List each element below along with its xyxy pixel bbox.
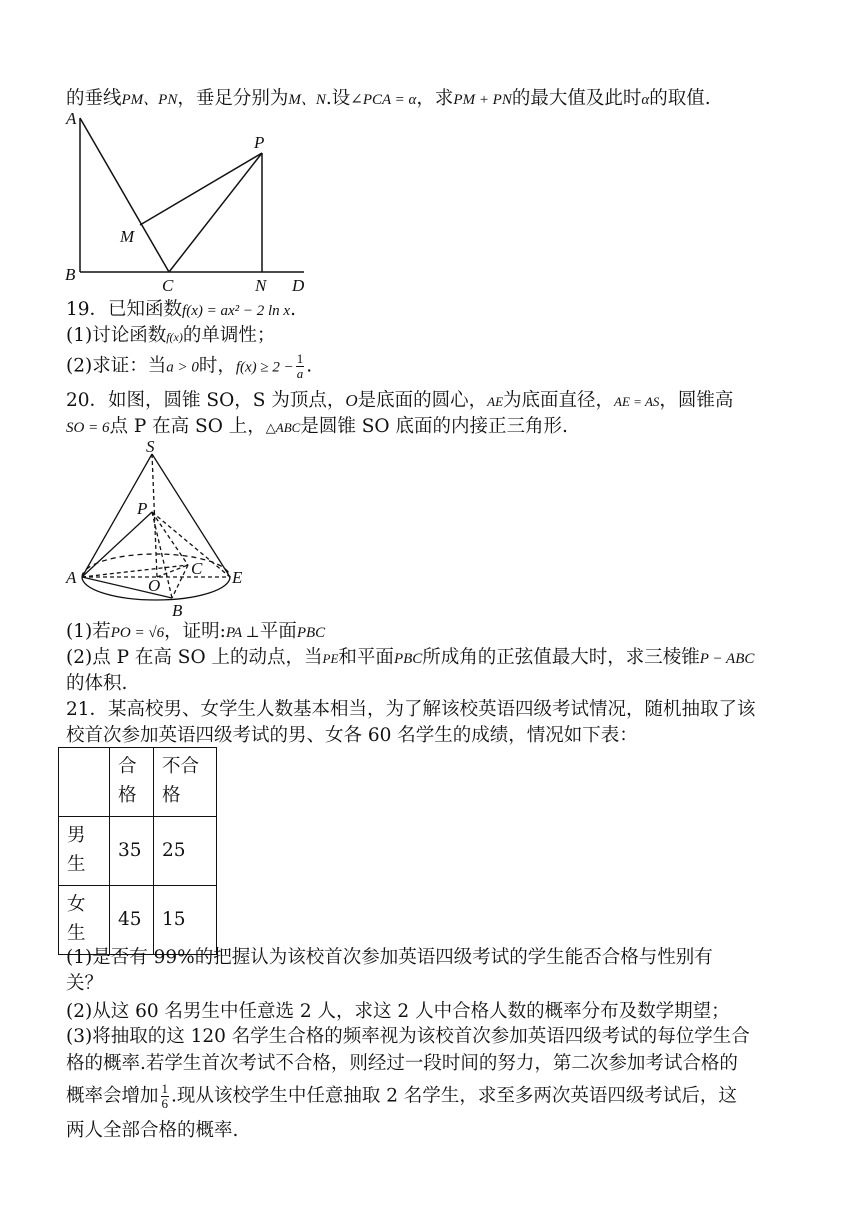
math-function: f(x) = ax² − 2 ln x — [182, 303, 291, 319]
math-pbc: PBC — [296, 625, 326, 641]
label-A: A — [66, 110, 77, 128]
text: ，求 — [416, 88, 454, 109]
fraction-1-over-6: $\frac{1}{6}$ — [161, 1081, 169, 1111]
text: 的取值. — [649, 88, 711, 109]
text: (3)将抽取的这 120 名学生合格的频率视为该校首次参加英语四级考试的每位学生合 — [66, 1026, 750, 1047]
text: 19．已知函数 — [66, 299, 183, 320]
text: 20．如图，圆锥 SO，S 为顶点， — [66, 390, 346, 411]
math-p-abc: P − ABC — [699, 651, 755, 667]
text: 的体积. — [66, 673, 128, 694]
label-B: B — [172, 601, 183, 620]
segment-cp — [169, 153, 262, 272]
label-M: M — [120, 227, 135, 246]
math-so: SO = 6 — [66, 420, 110, 436]
text: (2)从这 60 名男生中任意选 2 人，求这 2 人中合格人数的概率分布及数学期望； — [66, 1001, 730, 1022]
label-C: C — [162, 276, 174, 295]
fraction-1-over-a: $\frac{1}{a}$ — [296, 351, 304, 381]
text: ，证明: — [164, 621, 226, 642]
math-sum: PM + PN — [453, 92, 512, 108]
math-pm-pn: PM、PN — [121, 92, 178, 108]
label-O: O — [148, 576, 161, 595]
table-cell-pass: 45 — [110, 886, 154, 955]
segment-pa — [82, 512, 152, 577]
text: 关？ — [66, 973, 104, 994]
label-P: P — [254, 133, 265, 152]
table-header-row — [59, 748, 217, 817]
text: . — [290, 299, 296, 320]
math-ae-eq-as: AE = AS — [614, 394, 660, 409]
text: 概率会增加 — [66, 1085, 159, 1107]
text: 时， — [198, 355, 236, 377]
text: 为底面直径， — [503, 390, 615, 411]
math-alpha: α — [641, 92, 650, 108]
text: (1)讨论函数 — [66, 325, 167, 346]
q20-figure — [60, 440, 250, 622]
text: .设 — [325, 88, 351, 109]
math-pbc: PBC — [393, 651, 423, 667]
text: 平面 — [259, 621, 297, 642]
table-cell-fail: 15 — [154, 886, 217, 955]
table-row-label: 女生 — [59, 886, 110, 955]
text: .现从该校学生中任意抽取 2 名学生，求至多两次英语四级考试后，这 — [171, 1085, 737, 1107]
text: 的垂线 — [66, 88, 122, 109]
label-S: S — [146, 440, 155, 456]
table-cell-pass: 35 — [110, 817, 154, 886]
q20-part-2 — [66, 645, 754, 672]
q21-line-1 — [66, 697, 756, 723]
q20-part-2-cont — [66, 671, 127, 697]
text: (1)若 — [66, 621, 111, 642]
math-pa-perp: PA ⊥ — [225, 625, 260, 641]
label-E: E — [232, 568, 243, 587]
text: 是圆锥 SO 底面的内接正三角形. — [300, 416, 568, 437]
q21-part-3 — [66, 1024, 750, 1050]
math-ae: AE — [487, 394, 504, 409]
text: 格的概率.若学生首次考试不合格，则经过一段时间的努力，第二次参加考试合格的 — [66, 1053, 738, 1074]
q21-part-1-cont — [66, 971, 103, 997]
math-mn: M、N — [288, 92, 326, 108]
q19-title — [66, 297, 296, 324]
segment-ac — [80, 118, 169, 272]
segment-cb — [172, 565, 188, 598]
q19-part-2 — [66, 352, 312, 381]
q20-line-1 — [66, 388, 733, 415]
math-fx: f(x) — [166, 330, 183, 344]
q21-part-2 — [66, 999, 730, 1025]
math-triangle: △ABC — [265, 420, 301, 435]
segment-mp — [140, 153, 262, 225]
text: 21．某高校男、女学生人数基本相当，为了解该校英语四级考试情况，随机抽取了该 — [66, 699, 756, 720]
label-N: N — [255, 276, 267, 295]
text: 的最大值及此时 — [511, 88, 642, 109]
text: (1)是否有 99%的把握认为该校首次参加英语四级考试的学生能否合格与性别有 — [66, 947, 713, 968]
text: ，垂足分别为 — [177, 88, 289, 109]
text: . — [306, 355, 313, 377]
table-header-cell — [59, 748, 110, 817]
table-row-label: 男生 — [59, 817, 110, 886]
q20-part-1 — [66, 619, 325, 646]
math-inequality: f(x) ≥ 2 − — [235, 359, 294, 376]
q21-part-3-cont-3 — [66, 1118, 238, 1144]
table-cell-fail: 25 — [154, 817, 217, 886]
text: 两人全部合格的概率. — [66, 1120, 239, 1141]
math-o: O — [345, 391, 358, 410]
q19-part-1 — [66, 323, 275, 350]
label-B: B — [65, 265, 76, 284]
text: (2)求证：当 — [66, 355, 167, 377]
q21-part-3-cont-2 — [66, 1082, 737, 1111]
base-back-arc — [82, 554, 230, 577]
text: 校首次参加英语四级考试的男、女各 60 名学生的成绩，情况如下表： — [66, 725, 638, 746]
label-C: C — [191, 559, 203, 578]
q18-line-1 — [66, 86, 711, 113]
text: 所成角的正弦值最大时，求三棱锥 — [422, 647, 700, 668]
math-po: PO = √6 — [110, 625, 165, 641]
text: 和平面 — [338, 647, 394, 668]
math-condition: a > 0 — [166, 359, 199, 376]
q21-part-3-cont-1 — [66, 1051, 738, 1077]
label-A: A — [66, 568, 77, 587]
math-pe: PE — [322, 651, 339, 666]
q21-table — [58, 747, 217, 955]
text: 点 P 在高 SO 上， — [109, 416, 266, 437]
text: ，圆锥高 — [659, 390, 734, 411]
math-angle: ∠PCA = α — [350, 92, 417, 108]
q18-figure — [60, 110, 320, 296]
q21-part-1 — [66, 945, 713, 971]
q20-line-2 — [66, 414, 568, 441]
text: (2)点 P 在高 SO 上的动点，当 — [66, 647, 323, 668]
q21-line-2 — [66, 723, 638, 749]
text: 是底面的圆心， — [357, 390, 488, 411]
table-header-cell: 不合格 — [154, 748, 217, 817]
segment-pc — [152, 512, 188, 565]
table-row — [59, 817, 217, 886]
text: 的单调性； — [182, 325, 276, 346]
label-P: P — [137, 499, 148, 518]
table-header-cell: 合格 — [110, 748, 154, 817]
label-D: D — [292, 276, 305, 295]
